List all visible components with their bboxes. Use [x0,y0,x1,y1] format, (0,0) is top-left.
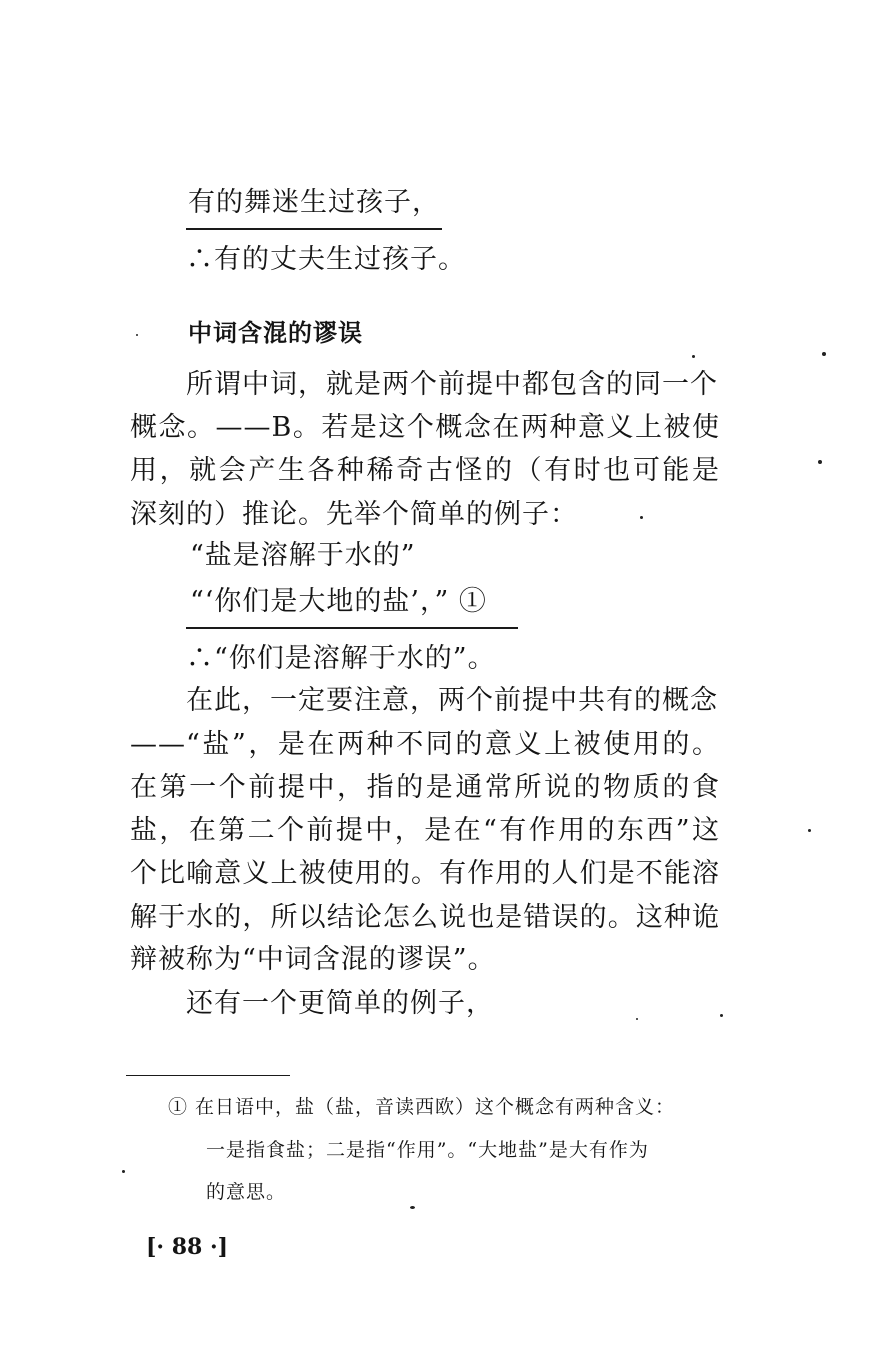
paragraph-line: 深刻的）推论。先举个简单的例子： [130,499,578,530]
print-speck [636,1018,638,1020]
section-heading: 中词含混的谬误 [188,318,363,347]
print-speck [136,334,138,336]
print-speck [808,829,811,832]
paragraph-line: ——“盐”，是在两种不同的意义上被使用的。 [130,729,720,760]
paragraph-line: 还有一个更简单的例子， [186,988,494,1019]
paragraph-line: 盐，在第二个前提中，是在“有作用的东西”这 [130,815,720,846]
conclusion-line: ∴“你们是溶解于水的”。 [186,643,496,674]
paragraph-line: 概念。——B。若是这个概念在两种意义上被使 [130,412,720,443]
paragraph-line: 所谓中词，就是两个前提中都包含的同一个 [186,369,718,400]
print-speck [692,355,695,358]
paragraph-line: 用，就会产生各种稀奇古怪的（有时也可能是 [130,455,720,486]
paragraph-line: 解于水的，所以结论怎么说也是错误的。这种诡 [130,902,720,933]
print-speck [818,460,822,464]
syllogism-divider [186,627,518,629]
conclusion-line: ∴有的丈夫生过孩子。 [186,244,466,275]
footnote-line: ① 在日语中，盐（盐，音读西欧）这个概念有两种含义： [168,1096,676,1118]
paragraph-line: 辩被称为“中词含混的谬误”。 [130,944,496,975]
footnote-line: 的意思。 [206,1181,287,1203]
premise-line: “盐是溶解于水的” [190,540,416,571]
premise-line: “‘你们是大地的盐’，” ① [190,586,487,617]
footnote-divider [126,1075,290,1076]
syllogism-divider [186,228,442,230]
paragraph-line: 在此，一定要注意，两个前提中共有的概念 [186,685,718,716]
print-speck [122,1170,125,1173]
paragraph-line: 个比喻意义上被使用的。有作用的人们是不能溶 [130,858,720,889]
paragraph-line: 在第一个前提中，指的是通常所说的物质的食 [130,772,720,803]
print-speck [822,352,826,356]
page-number: [· 88 ·] [146,1234,229,1260]
print-speck [410,1206,415,1209]
print-speck [640,516,643,519]
print-speck [720,1014,723,1017]
footnote-line: 一是指食盐；二是指“作用”。“大地盐”是大有作为 [206,1139,649,1161]
premise-line: 有的舞迷生过孩子， [188,187,440,218]
